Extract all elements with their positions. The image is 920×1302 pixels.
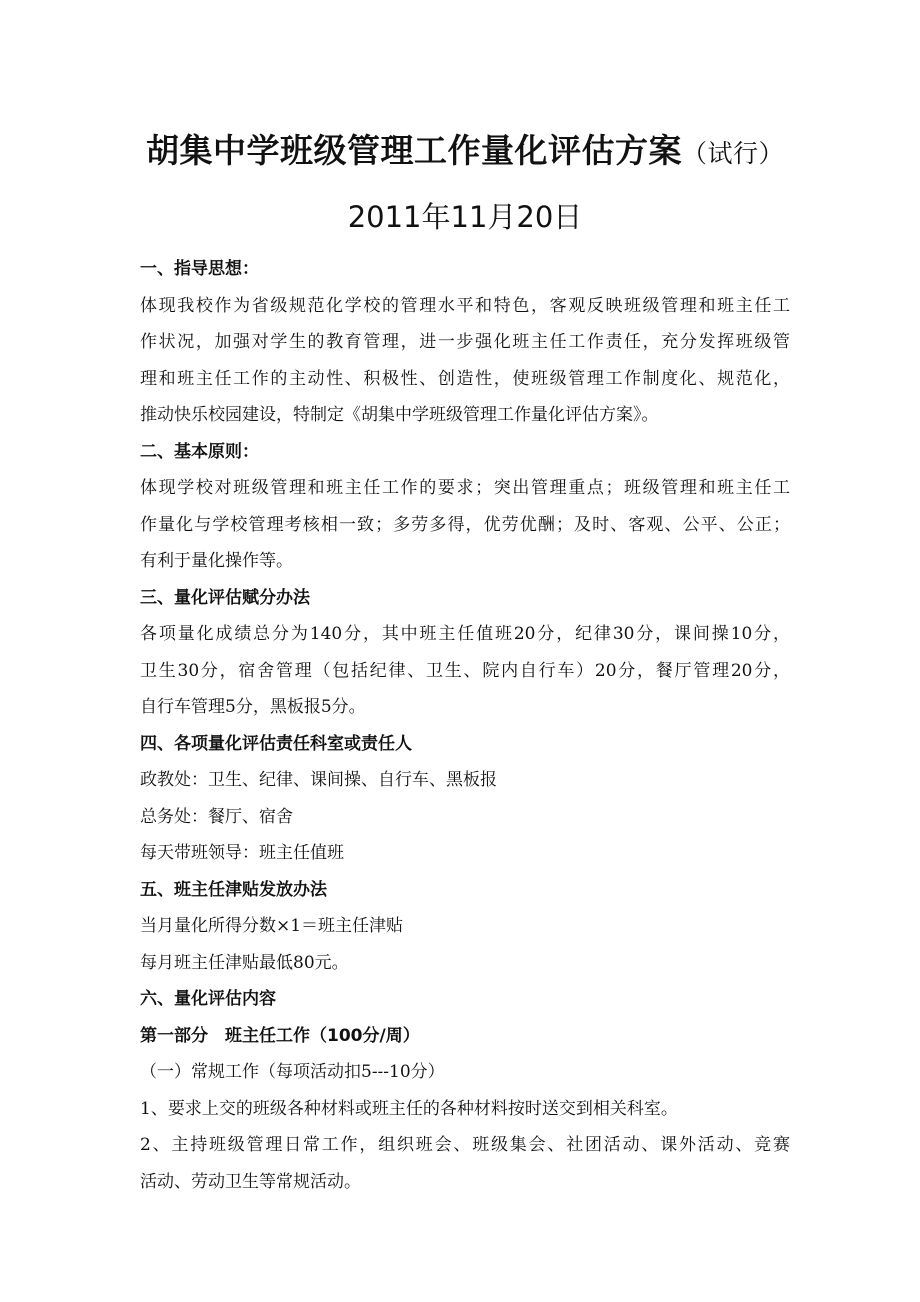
paragraph-line: 每天带班领导：班主任值班 — [140, 843, 344, 863]
section-heading-guiding-thought: 一、指导思想： — [140, 259, 259, 279]
document-body — [140, 251, 790, 1200]
paragraph-line: 活动、劳动卫生等常规活动。 — [140, 1171, 361, 1192]
section-heading-allowance-method: 五、班主任津贴发放办法 — [140, 879, 327, 900]
paragraph-line: 自行车管理5分，黑板报5分。 — [140, 697, 366, 717]
paragraph-line: 当月量化所得分数×1＝班主任津贴 — [140, 916, 404, 936]
section-heading-responsible-offices: 四、各项量化评估责任科室或责任人 — [140, 733, 412, 754]
paragraph-line: 2、主持班级管理日常工作，组织班会、班级集会、社团活动、课外活动、竞赛 — [140, 1135, 790, 1155]
paragraph-line: 体现我校作为省级规范化学校的管理水平和特色，客观反映班级管理和班主任工 — [140, 295, 790, 316]
paragraph-line: 作量化与学校管理考核相一致；多劳多得，优劳优酬；及时、客观、公平、公正； — [140, 514, 790, 535]
document-title — [140, 128, 790, 177]
paragraph-line: （一）常规工作（每项活动扣5---10分） — [140, 1062, 445, 1082]
paragraph-line: 作状况，加强对学生的教育管理，进一步强化班主任工作责任，充分发挥班级管 — [140, 332, 790, 352]
section-heading-evaluation-content: 六、量化评估内容 — [140, 989, 276, 1009]
paragraph-line: 理和班主任工作的主动性、积极性、创造性，使班级管理工作制度化、规范化， — [140, 368, 790, 389]
document-date: 2011年11月20日 — [347, 200, 583, 234]
section-heading-basic-principles: 二、基本原则： — [140, 441, 259, 462]
part-heading-head-teacher-work: 第一部分 班主任工作（100分/周） — [140, 1025, 420, 1046]
section-heading-scoring-method: 三、量化评估赋分办法 — [140, 587, 310, 608]
paragraph-line: 各项量化成绩总分为140分，其中班主任值班20分，纪律30分，课间操10分， — [140, 624, 790, 644]
paragraph-line: 每月班主任津贴最低80元。 — [140, 952, 349, 973]
paragraph-line: 体现学校对班级管理和班主任工作的要求；突出管理重点；班级管理和班主任工 — [140, 478, 790, 498]
paragraph-line: 卫生30分，宿舍管理（包括纪律、卫生、院内自行车）20分，餐厅管理20分， — [140, 660, 790, 681]
title-suffix: （试行） — [681, 139, 784, 168]
paragraph-line: 政教处：卫生、纪律、课间操、自行车、黑板报 — [140, 770, 497, 790]
paragraph-line: 1、要求上交的班级各种材料或班主任的各种材料按时送交到相关科室。 — [140, 1098, 678, 1119]
title-main: 胡集中学班级管理工作量化评估方案 — [145, 131, 682, 170]
paragraph-line: 推动快乐校园建设，特制定《胡集中学班级管理工作量化评估方案》。 — [140, 405, 659, 425]
document-page — [140, 128, 790, 1200]
paragraph-line: 有利于量化操作等。 — [140, 551, 293, 571]
paragraph-line: 总务处：餐厅、宿舍 — [140, 806, 293, 827]
